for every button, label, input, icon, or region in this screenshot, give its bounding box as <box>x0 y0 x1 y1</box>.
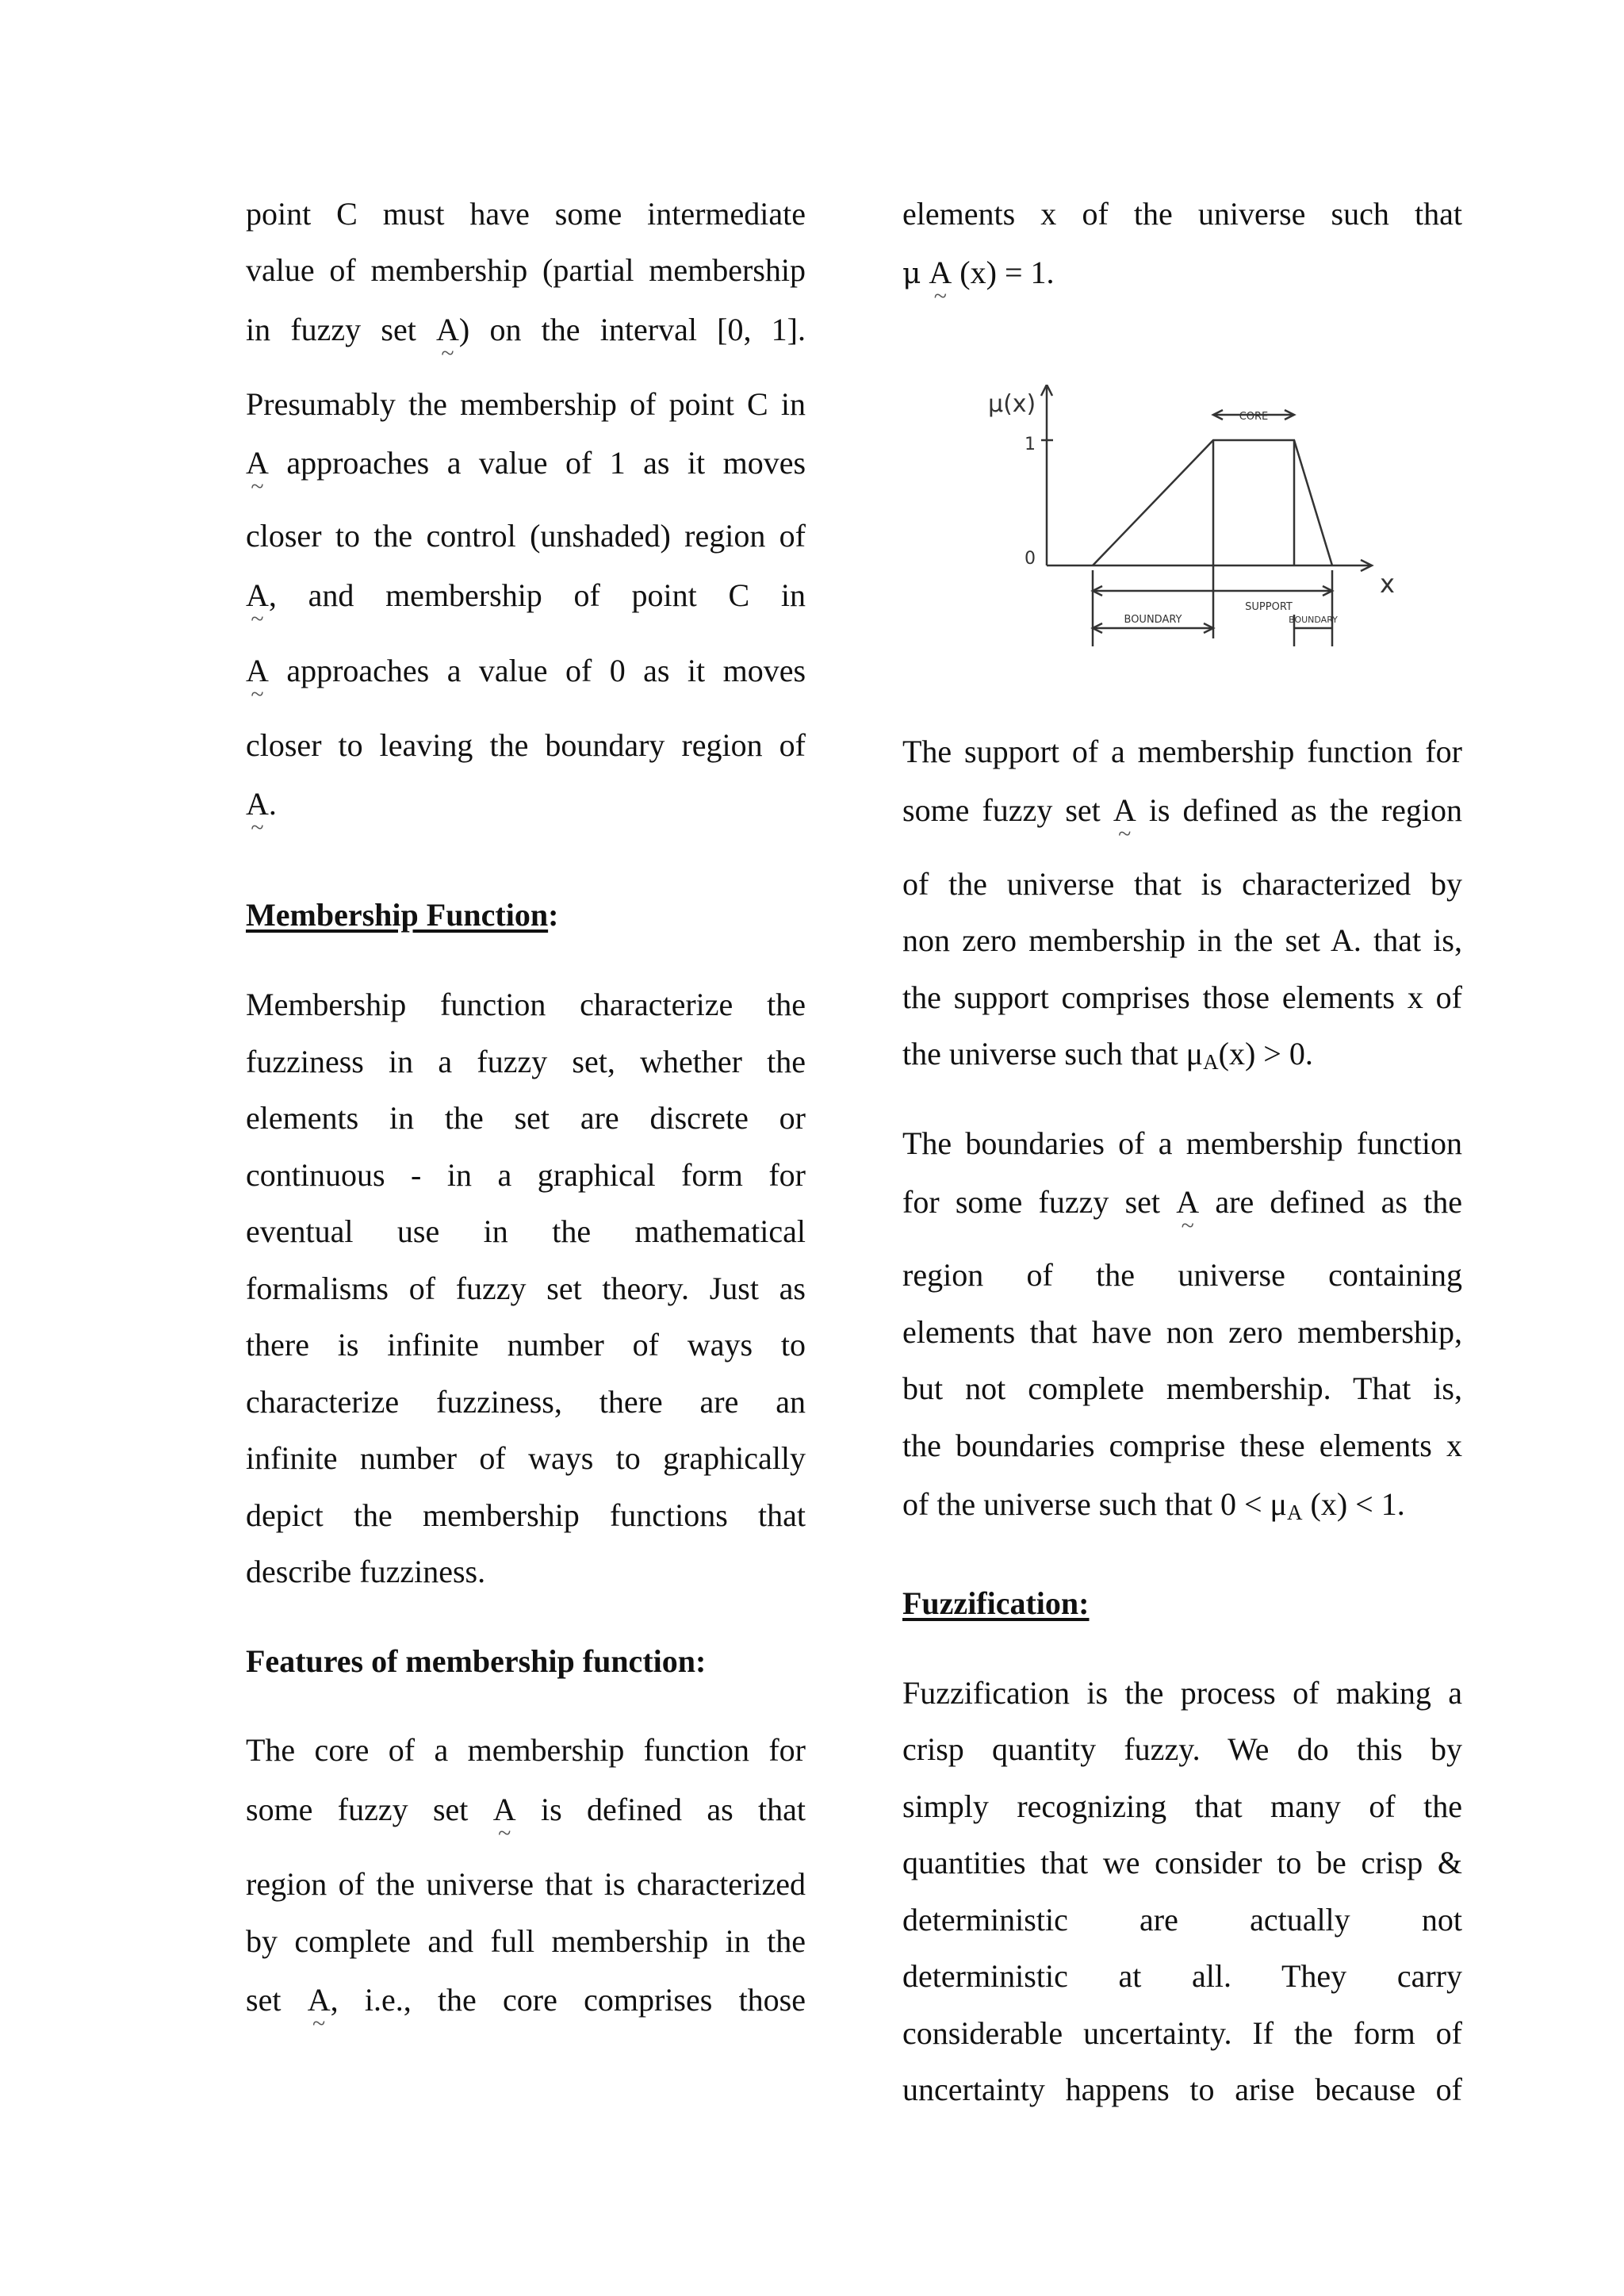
text-line: The boundaries of a membership function <box>902 1125 1462 1161</box>
text-line: characterize fuzziness, there are an <box>246 1384 806 1420</box>
text-line: The support of a membership function for <box>902 734 1462 769</box>
text-line: The core of a membership function for <box>246 1732 806 1768</box>
text-fragment: is defined as that <box>541 1792 806 1827</box>
text-fragment: are defined as the <box>1215 1184 1463 1220</box>
text-line: elements in the set are discrete or <box>246 1100 806 1136</box>
text-line: region of the universe that is characterized <box>246 1866 806 1902</box>
set-a-symbol: A ~ <box>246 652 269 690</box>
heading-text: Fuzzification: <box>902 1585 1090 1621</box>
text-fragment: . <box>268 786 277 822</box>
x-axis-label: x <box>1380 569 1395 599</box>
text-line <box>246 1791 806 1829</box>
text-fragment: on the interval [0, 1]. <box>489 312 806 347</box>
text-fragment: , i.e., the core comprises those <box>330 1982 806 2018</box>
text-line: by complete and full membership in the <box>246 1923 806 1959</box>
text-line: considerable uncertainty. If the form of <box>902 2015 1462 2051</box>
text-line <box>246 577 806 615</box>
y-axis-label: μ(x) <box>988 390 1036 418</box>
set-a-symbol: A ~ <box>1176 1183 1199 1221</box>
text-fragment: for some fuzzy set <box>902 1184 1161 1220</box>
text-line: crisp quantity fuzzy. We do this by <box>902 1731 1462 1767</box>
text-line: quantities that we consider to be crisp & <box>902 1845 1462 1880</box>
text-line <box>902 792 1462 830</box>
text-line <box>246 444 806 482</box>
text-line: elements x of the universe such that <box>902 196 1462 232</box>
support-label: SUPPORT <box>1245 601 1293 613</box>
text-fragment: is defined as the region <box>1148 792 1463 828</box>
text-line: fuzziness in a fuzzy set, whether the <box>246 1044 806 1079</box>
text-line: elements that have non zero membership, <box>902 1314 1462 1350</box>
boundary-right-label: BOUNDARY <box>1289 615 1338 625</box>
section-heading-membership-function <box>246 896 806 934</box>
text-line: continuous - in a graphical form for <box>246 1157 806 1193</box>
membership-function-diagram <box>952 385 1411 670</box>
set-a-symbol: A ~ <box>929 254 952 292</box>
text-fragment: approaches a value of 0 as it moves <box>286 653 806 688</box>
text-line: the support comprises those elements x of <box>902 979 1462 1015</box>
text-line <box>902 254 1462 293</box>
text-fragment: , and membership of point C in <box>268 577 806 613</box>
text-line: eventual use in the mathematical <box>246 1213 806 1249</box>
text-fragment: set <box>246 1982 282 2018</box>
text-line: deterministic at all. They carry <box>902 1958 1462 1994</box>
text-line: region of the universe containing <box>902 1257 1462 1293</box>
text-line <box>902 1183 1462 1221</box>
text-line: Fuzzification is the process of making a <box>902 1675 1462 1711</box>
text-line: closer to leaving the boundary region of <box>246 727 806 763</box>
subscript-a: A <box>1287 1501 1303 1524</box>
text-line: simply recognizing that many of the <box>902 1788 1462 1824</box>
text-fragment: of the universe such that 0 < μ <box>902 1486 1287 1522</box>
heading-colon: : <box>548 897 559 933</box>
text-line: formalisms of fuzzy set theory. Just as <box>246 1271 806 1306</box>
text-fragment: (x) = 1. <box>959 255 1055 290</box>
set-a-symbol: A ~ <box>246 785 269 823</box>
section-heading-features: Features of membership function: <box>246 1643 707 1679</box>
heading-text: Membership Function <box>246 897 549 933</box>
text-line: infinite number of ways to graphically <box>246 1440 806 1476</box>
text-fragment: (x) < 1. <box>1310 1486 1405 1522</box>
text-line: but not complete membership. That is, <box>902 1370 1462 1406</box>
text-line <box>902 1485 1462 1531</box>
section-heading-fuzzification <box>902 1585 1462 1623</box>
set-a-symbol: A ~ <box>308 1981 331 2019</box>
set-a-symbol: A ~ <box>246 444 269 482</box>
text-line: uncertainty happens to arise because of <box>902 2072 1462 2107</box>
set-a-symbol: A ~ <box>1113 792 1136 830</box>
text-line <box>902 1035 1462 1081</box>
text-line <box>246 652 806 690</box>
core-label: CORE <box>1239 411 1269 423</box>
text-line: Presumably the membership of point C in <box>246 386 806 422</box>
mu-symbol: μ <box>902 258 921 290</box>
text-line: non zero membership in the set A. that is, <box>902 922 1462 958</box>
text-fragment: in fuzzy set <box>246 312 416 347</box>
text-fragment: some fuzzy set <box>902 792 1101 828</box>
text-line: the boundaries comprise these elements x <box>902 1428 1462 1463</box>
text-fragment: the universe such that μ <box>902 1036 1204 1071</box>
subscript-a: A <box>1203 1050 1219 1074</box>
text-line: describe fuzziness. <box>246 1554 486 1589</box>
text-line: in fuzzy set A ~) on the interval [0, 1]. <box>246 311 806 349</box>
set-a-symbol: A ~ <box>246 577 269 615</box>
text-line: point C must have some intermediate <box>246 196 806 232</box>
text-fragment: (x) > 0. <box>1218 1036 1313 1071</box>
text-line: value of membership (partial membership <box>246 252 806 288</box>
text-line: closer to the control (unshaded) region of <box>246 518 806 554</box>
text-line: deterministic are actually not <box>902 1902 1462 1938</box>
boundary-left-label: BOUNDARY <box>1124 614 1182 626</box>
set-a-symbol: A ~ <box>493 1791 516 1829</box>
text-fragment: approaches a value of 1 as it moves <box>286 445 806 481</box>
text-line <box>246 785 806 823</box>
tick-one-label: 1 <box>1025 435 1036 454</box>
text-fragment: some fuzzy set <box>246 1792 469 1827</box>
text-line: of the universe that is characterized by <box>902 866 1462 902</box>
text-line: there is infinite number of ways to <box>246 1327 806 1363</box>
text-line: Membership function characterize the <box>246 987 806 1022</box>
set-a-symbol: A ~ <box>436 311 459 349</box>
text-line <box>246 1981 806 2019</box>
text-line: depict the membership functions that <box>246 1497 806 1533</box>
tick-zero-label: 0 <box>1025 549 1036 569</box>
